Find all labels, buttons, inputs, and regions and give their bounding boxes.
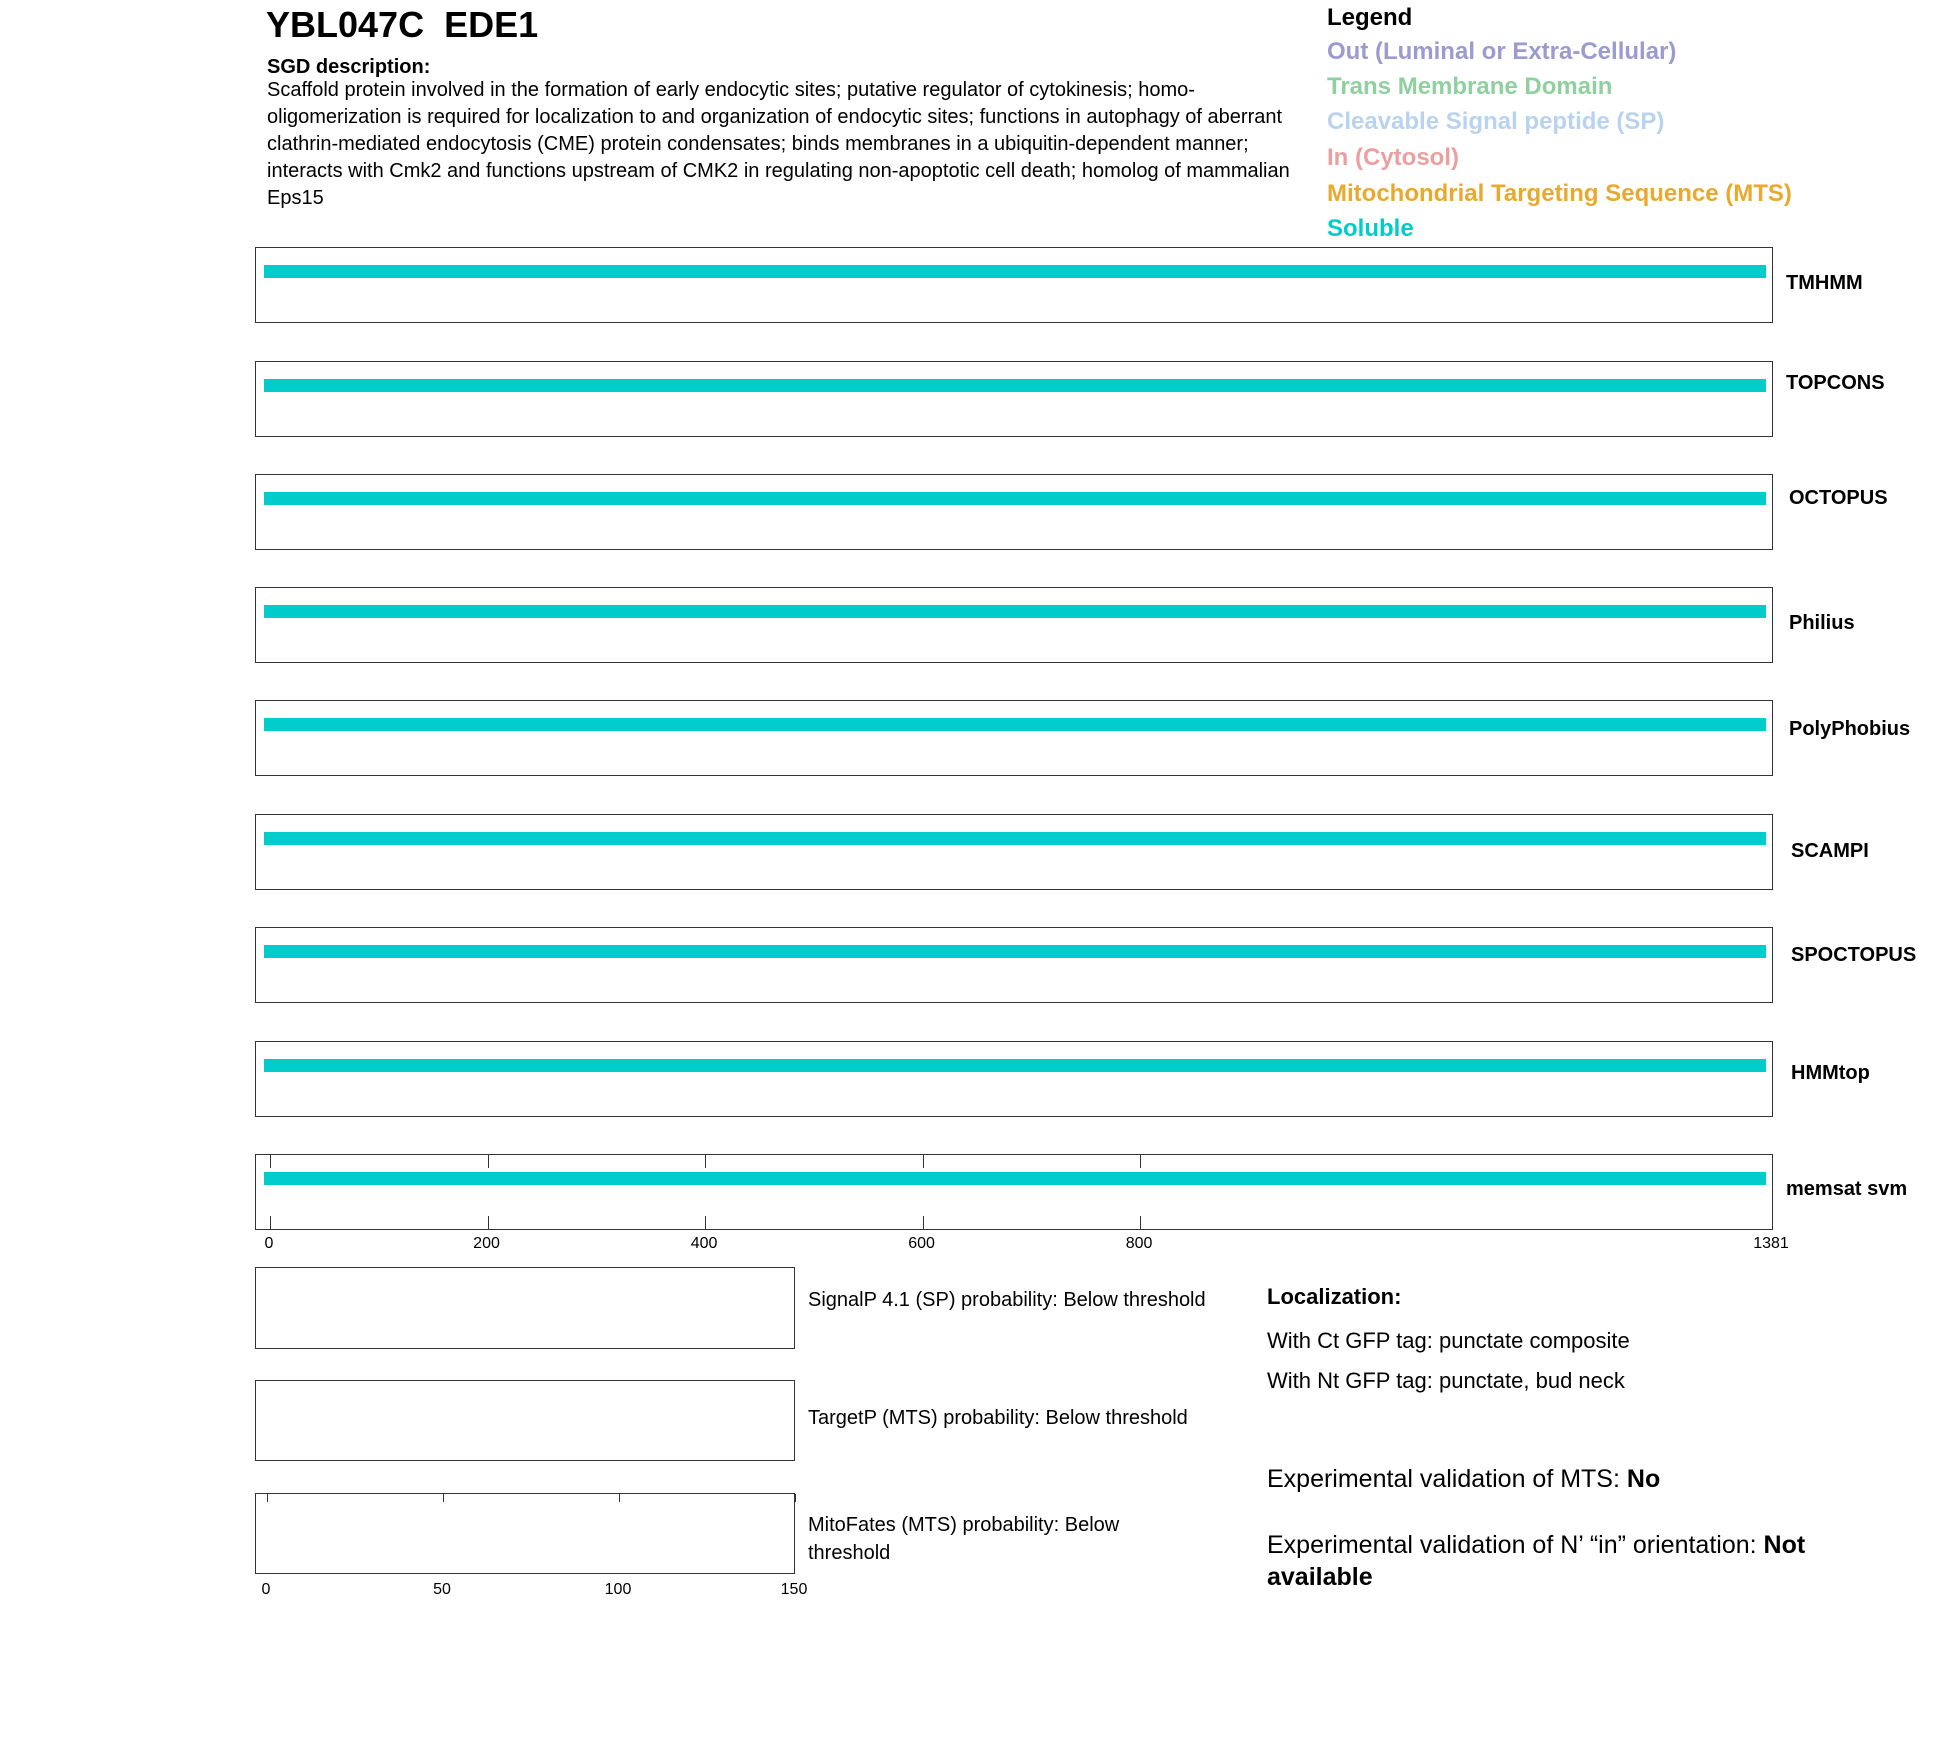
x-tick-bottom	[1140, 1216, 1141, 1229]
x-tick-label: 800	[1125, 1235, 1153, 1252]
track-segment-soluble	[264, 1059, 1766, 1072]
targetp-panel	[255, 1380, 795, 1461]
x-tick-bottom	[923, 1216, 924, 1229]
x-tick-top	[705, 1155, 706, 1168]
x-tick-bottom	[270, 1216, 271, 1229]
track-label: OCTOPUS	[1789, 487, 1888, 509]
mitofates-panel	[255, 1493, 795, 1574]
page-title: YBL047C EDE1	[266, 4, 539, 45]
track-spoctopus	[255, 927, 1773, 1003]
prob-x-tick	[267, 1494, 268, 1502]
localization-ct: With Ct GFP tag: punctate composite	[1267, 1328, 1630, 1353]
track-tmhmm	[255, 247, 1773, 323]
track-segment-soluble	[264, 718, 1766, 731]
n-in-validation	[1267, 1529, 1867, 1593]
mitofates-probability-text: MitoFates (MTS) probability: Below threshold	[808, 1514, 1120, 1564]
prob-x-tick	[619, 1494, 620, 1502]
x-tick-top	[488, 1155, 489, 1168]
legend-item-out: Out (Luminal or Extra-Cellular)	[1327, 38, 1677, 65]
signalp-probability-text: SignalP 4.1 (SP) probability: Below threshold	[808, 1289, 1206, 1311]
x-tick-label: 600	[908, 1235, 935, 1252]
sgd-description-label: SGD description:	[267, 56, 431, 78]
track-label: TOPCONS	[1786, 372, 1885, 394]
track-segment-soluble	[264, 492, 1766, 505]
legend-title: Legend	[1327, 4, 1413, 31]
track-polyphobius	[255, 700, 1773, 776]
track-segment-soluble	[264, 832, 1766, 845]
mts-validation-value: No	[1626, 1465, 1661, 1493]
x-tick-top	[270, 1155, 271, 1168]
legend-item-soluble: Soluble	[1327, 215, 1414, 242]
n-in-validation-label: Experimental validation of N’ “in” orientation:	[1267, 1531, 1764, 1559]
mts-validation	[1267, 1463, 1867, 1495]
track-label: SPOCTOPUS	[1791, 944, 1917, 966]
x-tick-top	[1140, 1155, 1141, 1168]
n-in-validation-value: Not available	[1267, 1531, 1806, 1591]
x-tick-bottom	[1772, 1216, 1773, 1229]
legend-item-signal-peptide: Cleavable Signal peptide (SP)	[1327, 108, 1665, 135]
x-tick-bottom	[488, 1216, 489, 1229]
track-scampi	[255, 814, 1773, 890]
x-tick-top	[1772, 1155, 1773, 1168]
prob-x-tick-label: 50	[433, 1581, 451, 1598]
track-octopus	[255, 474, 1773, 550]
track-topcons	[255, 361, 1773, 437]
sgd-description-text: Scaffold protein involved in the formation of early endocytic sites; putative regulator of cytokinesis; homo-oligomerization is required for localization to and organization of endocytic sites; functions in autophagy of aberrant clathrin-mediated endocytosis (CME) protein condensates; binds membranes in a ubiquitin-dependent manner; interacts with Cmk2 and functions upstream of CMK2 in regulating non-apoptotic cell death; homolog of mammalian Eps15	[267, 79, 1290, 209]
legend-item-mts: Mitochondrial Targeting Sequence (MTS)	[1327, 180, 1792, 207]
track-segment-soluble	[264, 945, 1766, 958]
x-tick-label: 0	[264, 1235, 274, 1252]
x-tick-bottom	[705, 1216, 706, 1229]
track-label: PolyPhobius	[1789, 718, 1911, 740]
legend-item-in: In (Cytosol)	[1327, 144, 1459, 171]
track-segment-soluble	[264, 265, 1766, 278]
track-segment-soluble	[264, 379, 1766, 392]
x-tick-label: 1381	[1753, 1235, 1789, 1252]
prob-x-tick	[795, 1494, 796, 1502]
track-memsat-svm	[255, 1154, 1773, 1230]
track-hmmtop	[255, 1041, 1773, 1117]
targetp-probability-text: TargetP (MTS) probability: Below threshold	[808, 1407, 1188, 1429]
track-label: HMMtop	[1791, 1062, 1870, 1084]
signalp-panel	[255, 1267, 795, 1349]
track-label: memsat svm	[1786, 1178, 1908, 1200]
track-segment-soluble	[264, 605, 1766, 618]
prob-x-tick-label: 0	[261, 1581, 271, 1598]
track-segment-soluble	[264, 1172, 1766, 1185]
x-tick-label: 400	[690, 1235, 718, 1252]
prob-x-tick-label: 100	[604, 1581, 632, 1598]
track-label: TMHMM	[1786, 272, 1863, 294]
track-label: Philius	[1789, 612, 1855, 634]
x-tick-top	[923, 1155, 924, 1168]
localization-title: Localization:	[1267, 1284, 1402, 1309]
prob-x-tick-label: 150	[780, 1581, 808, 1598]
x-tick-label: 200	[473, 1235, 500, 1252]
legend-item-transmembrane: Trans Membrane Domain	[1327, 73, 1613, 100]
mts-validation-label: Experimental validation of MTS:	[1267, 1465, 1627, 1493]
prob-x-tick	[443, 1494, 444, 1502]
localization-nt: With Nt GFP tag: punctate, bud neck	[1267, 1368, 1625, 1393]
track-philius	[255, 587, 1773, 663]
track-label: SCAMPI	[1791, 840, 1869, 862]
